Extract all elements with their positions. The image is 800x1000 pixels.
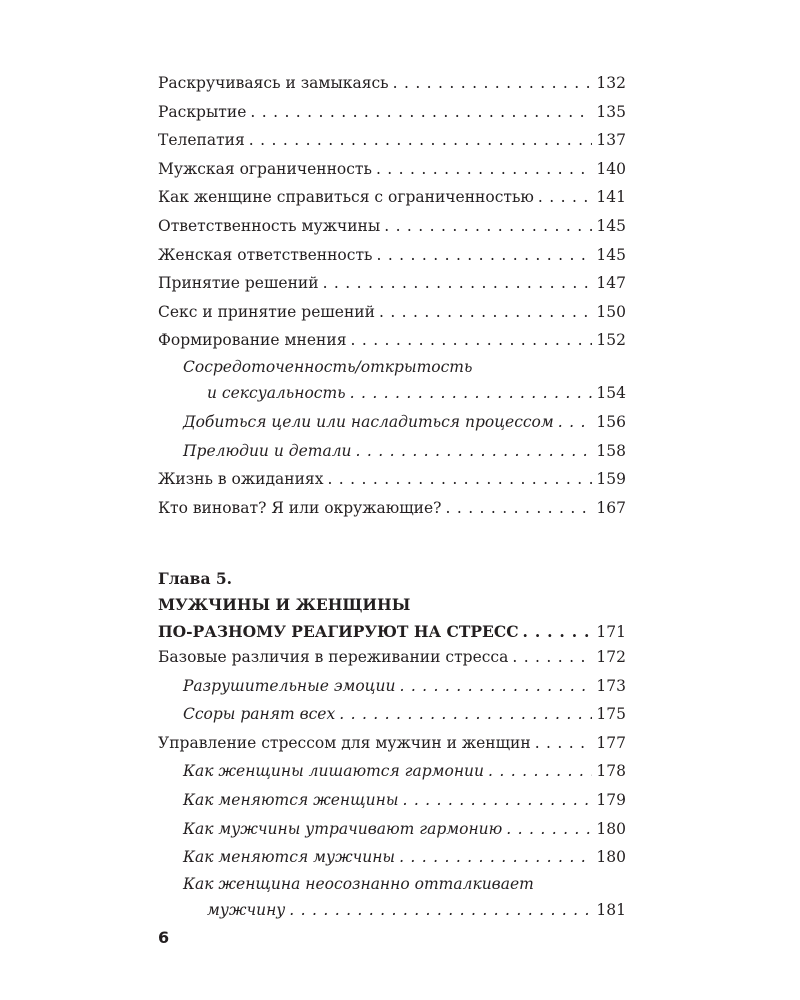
toc-entry-page: 173 — [596, 676, 626, 695]
chapter-heading — [158, 566, 626, 645]
dot-leader — [538, 183, 593, 212]
toc-entry-title: Жизнь в ожиданиях — [158, 470, 324, 489]
toc-entry-title: Как меняются женщины — [183, 790, 399, 809]
toc-entry-page: 179 — [596, 790, 626, 809]
toc-entry-title: Ссоры ранят всех — [183, 705, 336, 724]
toc-entry[interactable] — [158, 98, 626, 127]
toc-entry-page: 172 — [596, 648, 626, 666]
toc-entry[interactable] — [158, 326, 626, 355]
toc-entry-page: 141 — [596, 188, 626, 207]
chapter-page: 171 — [596, 623, 626, 641]
toc-entry[interactable] — [158, 269, 626, 298]
toc-section-1 — [158, 69, 626, 522]
toc-entry[interactable] — [158, 815, 626, 844]
dot-leader — [506, 815, 592, 844]
dot-leader — [402, 786, 592, 815]
dot-leader — [323, 269, 593, 298]
toc-entry[interactable] — [158, 757, 626, 786]
toc-entry-title: Ответственность мужчины — [158, 216, 381, 235]
dot-leader — [446, 494, 593, 523]
toc-entry[interactable] — [158, 494, 626, 523]
toc-entry[interactable] — [158, 843, 626, 872]
toc-entry-page: 132 — [596, 74, 626, 92]
toc-entry[interactable] — [158, 183, 626, 212]
toc-entry-page: 145 — [596, 245, 626, 264]
toc-entry-page: 135 — [596, 102, 626, 121]
toc-entry-page: 150 — [596, 302, 626, 321]
toc-entry-title-cont: и сексуальность — [207, 384, 346, 403]
toc-entry-title: Принятие решений — [158, 274, 319, 293]
toc-entry[interactable] — [158, 69, 626, 98]
dot-leader — [250, 98, 592, 127]
dot-leader — [535, 729, 593, 758]
toc-entry-title: Как меняются мужчины — [183, 848, 396, 867]
dot-leader — [399, 843, 592, 872]
toc-entry-page: 137 — [596, 131, 626, 150]
toc-entry[interactable] — [158, 465, 626, 494]
toc-entry-chapter[interactable] — [158, 618, 626, 645]
toc-entry-page: 154 — [596, 384, 626, 403]
toc-entry[interactable] — [158, 786, 626, 815]
dot-leader — [384, 212, 592, 241]
toc-entry-page: 177 — [596, 733, 626, 752]
toc-entry-title: Кто виноват? Я или окружающие? — [158, 498, 442, 517]
toc-entry[interactable] — [158, 729, 626, 758]
dot-leader — [399, 672, 592, 701]
toc-entry-title: Разрушительные эмоции — [183, 676, 396, 695]
toc-entry-title: Раскручиваясь и замыкаясь — [158, 74, 389, 92]
toc-entry-page: 178 — [596, 762, 626, 781]
toc-entry-page: 180 — [596, 819, 626, 838]
toc-entry[interactable] — [158, 155, 626, 184]
dot-leader — [350, 379, 593, 408]
toc-entry-title: Прелюдии и детали — [183, 441, 352, 460]
toc-entry-title: Сосредоточенность/открытость — [183, 357, 473, 376]
toc-entry-page: 156 — [596, 413, 626, 432]
toc-entry-page: 159 — [596, 470, 626, 489]
toc-entry-title: Как мужчины утрачивают гармонию — [183, 819, 503, 838]
toc-entry-title: Секс и принятие решений — [158, 302, 375, 321]
toc-entry-title: Как женщины лишаются гармонии — [183, 762, 485, 781]
toc-entry-line1[interactable] — [158, 872, 626, 897]
dot-leader — [351, 326, 593, 355]
dot-leader — [379, 298, 592, 327]
toc-entry[interactable] — [158, 379, 626, 408]
toc-entry-page: 180 — [596, 848, 626, 867]
toc-entry-page: 140 — [596, 159, 626, 178]
toc-entry-page: 167 — [596, 498, 626, 517]
toc-entry-title: Формирование мнения — [158, 331, 347, 350]
toc-entry[interactable] — [158, 298, 626, 327]
toc-entry[interactable] — [158, 643, 626, 672]
toc-entry[interactable] — [158, 700, 626, 729]
dot-leader — [289, 896, 592, 925]
toc-entry[interactable] — [158, 126, 626, 155]
toc-entry-page: 158 — [596, 441, 626, 460]
toc-entry-title: Управление стрессом для мужчин и женщин — [158, 733, 531, 752]
toc-entry-page: 175 — [596, 705, 626, 724]
page-number: 6 — [158, 928, 170, 947]
toc-entry[interactable] — [158, 896, 626, 925]
toc-entry[interactable] — [158, 241, 626, 270]
toc-entry-title: Раскрытие — [158, 102, 247, 121]
dot-leader — [327, 465, 592, 494]
toc-entry-page: 152 — [596, 331, 626, 350]
dot-leader — [356, 437, 593, 466]
dot-leader — [523, 618, 593, 645]
dot-leader — [376, 155, 592, 184]
dot-leader — [376, 241, 592, 270]
toc-entry[interactable] — [158, 212, 626, 241]
chapter-label: Глава 5. — [158, 569, 233, 588]
toc-entry-title: Мужская ограниченность — [158, 159, 372, 178]
toc-entry[interactable] — [158, 408, 626, 437]
chapter-title-line2: ПО-РАЗНОМУ РЕАГИРУЮТ НА СТРЕСС — [158, 622, 519, 641]
toc-entry[interactable] — [158, 672, 626, 701]
dot-leader — [512, 643, 592, 672]
toc-section-2 — [158, 643, 626, 925]
dot-leader — [558, 408, 593, 437]
dot-leader — [339, 700, 592, 729]
toc-entry-title: Как женщина неосознанно отталкивает — [183, 874, 534, 893]
toc-entry-line1[interactable] — [158, 355, 626, 380]
dot-leader — [488, 757, 592, 786]
dot-leader — [249, 126, 593, 155]
toc-entry-title: Как женщине справиться с ограниченностью — [158, 188, 534, 207]
toc-entry-title: Телепатия — [158, 131, 245, 150]
toc-entry-title: Базовые различия в переживании стресса — [158, 648, 509, 666]
toc-entry-page: 181 — [596, 901, 626, 920]
toc-entry-page: 147 — [596, 274, 626, 293]
toc-entry-title: Женская ответственность — [158, 245, 373, 264]
chapter-title-line1: МУЖЧИНЫ И ЖЕНЩИНЫ — [158, 595, 411, 614]
toc-entry[interactable] — [158, 437, 626, 466]
toc-entry-page: 145 — [596, 216, 626, 235]
dot-leader — [393, 69, 593, 98]
toc-entry-title-cont: мужчину — [207, 901, 286, 920]
toc-entry-title: Добиться цели или насладиться процессом — [183, 413, 554, 432]
